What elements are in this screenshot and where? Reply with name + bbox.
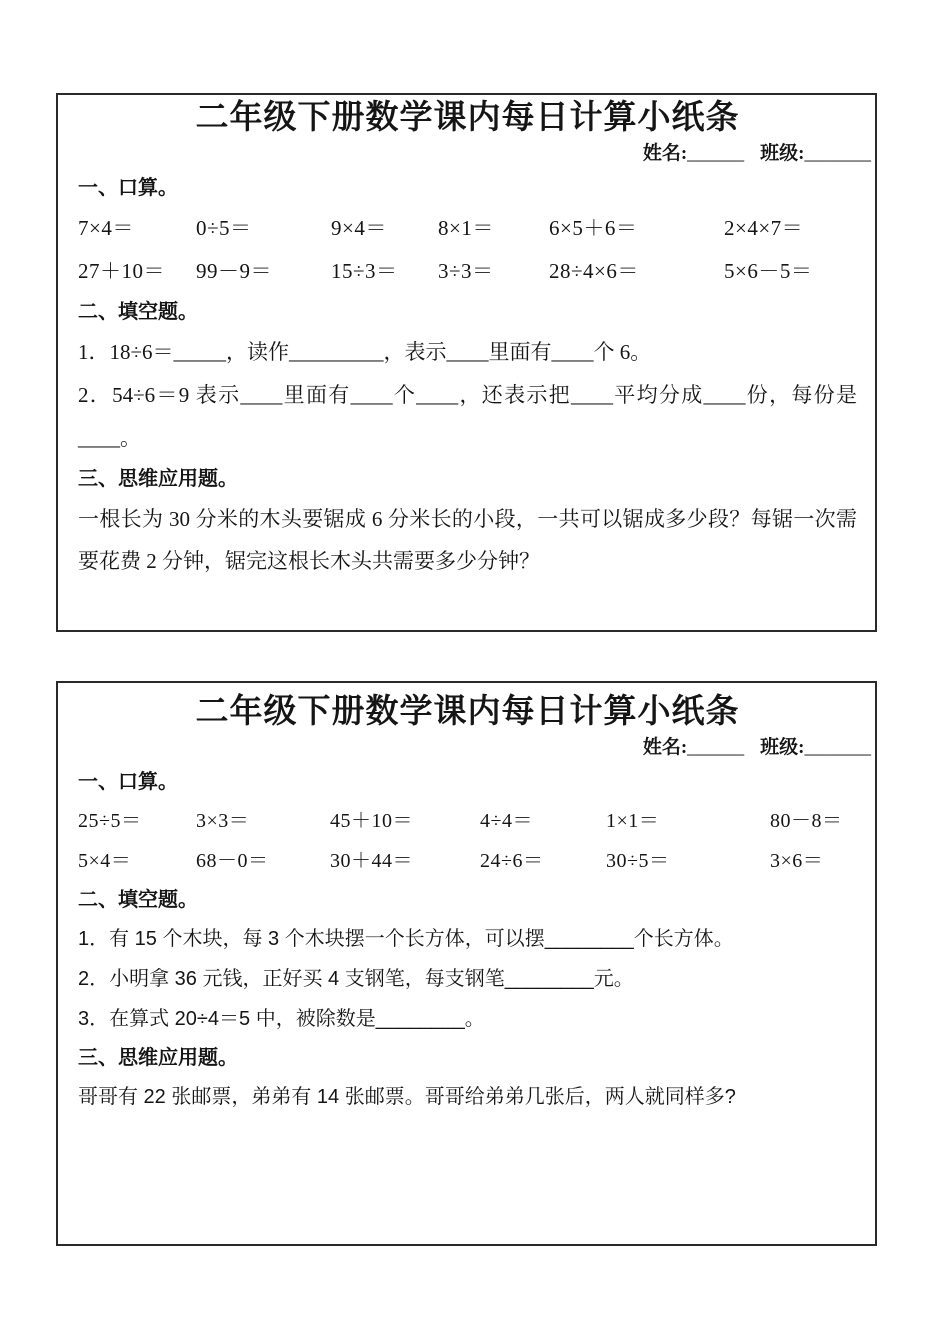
oral-problem: 3×6＝ [770,850,824,872]
oral-problem: 30÷5＝ [606,850,670,872]
student-name-blank: ______ [687,143,745,164]
class-label: 班级: [760,143,805,164]
worksheet-card-2 [56,681,877,1246]
oral-problem: 1×1＝ [606,810,660,832]
oral-problem: 2×4×7＝ [724,216,804,240]
oral-row-1 [78,207,857,250]
worksheet-title: 二年级下册数学课内每日计算小纸条 [195,100,740,136]
oral-problem: 3×3＝ [196,810,250,832]
oral-row-1 [78,801,857,841]
name-class-line [78,139,871,169]
word-problem: 哥哥有 22 张邮票，弟弟有 14 张邮票。哥哥给弟弟几张后，两人就同样多? [78,1086,736,1108]
oral-problem: 8×1＝ [438,216,494,240]
word-section-heading: 三、思维应用题。 [78,468,238,490]
name-class-line [78,733,871,763]
oral-problem: 7×4＝ [78,216,134,240]
fill-item-3: 3．在算式 20÷4＝5 中，被除数是________。 [78,1008,485,1030]
oral-problem: 6×5＋6＝ [549,216,638,240]
oral-problem: 4÷4＝ [480,810,533,832]
fill-item-1: 1．有 15 个木块，每 3 个木块摆一个长方体，可以摆________个长方体。 [78,928,734,950]
worksheet-card-1 [56,93,877,632]
worksheet-title: 二年级下册数学课内每日计算小纸条 [195,694,740,730]
oral-problem: 80－8＝ [770,810,843,832]
oral-problem: 68－0＝ [196,850,269,872]
oral-problem: 5×6－5＝ [724,259,813,283]
oral-problem: 27＋10＝ [78,259,165,283]
oral-problem: 28÷4×6＝ [549,259,639,283]
oral-problem: 15÷3＝ [331,259,398,283]
oral-problem: 24÷6＝ [480,850,544,872]
fill-section-heading: 二、填空题。 [78,301,198,323]
fill-section-heading: 二、填空题。 [78,889,198,911]
word-problem: 一根长为 30 分米的木头要锯成 6 分米长的小段，一共可以锯成多少段？每锯一次需要花费 2 分钟，锯完这根长木头共需要多少分钟？ [78,507,857,573]
fill-item-2: 2．小明拿 36 元钱，正好买 4 支钢笔，每支钢笔________元。 [78,968,634,990]
student-name-blank: ______ [687,737,745,758]
oral-problem: 0÷5＝ [196,216,252,240]
oral-row-2 [78,250,857,293]
oral-row-2 [78,841,857,881]
oral-problem: 25÷5＝ [78,810,142,832]
class-blank: _______ [804,737,871,758]
oral-problem: 9×4＝ [331,216,387,240]
oral-problem: 45＋10＝ [330,810,413,832]
student-name-label: 姓名: [642,143,688,164]
oral-section-heading: 一、口算。 [78,177,178,199]
class-blank: _______ [804,143,871,164]
fill-item-2: 2．54÷6＝9 表示____里面有____个____，还表示把____平均分成____份，每份是____。 [78,383,857,450]
oral-problem: 3÷3＝ [438,259,494,283]
fill-item-1: 1．18÷6＝_____，读作_________，表示____里面有____个 6。 [78,340,652,364]
oral-section-heading: 一、口算。 [78,771,178,793]
student-name-label: 姓名: [642,737,688,758]
word-section-heading: 三、思维应用题。 [78,1047,238,1069]
oral-problem: 5×4＝ [78,850,132,872]
class-label: 班级: [760,737,805,758]
oral-problem: 30＋44＝ [330,850,413,872]
oral-problem: 99－9＝ [196,259,272,283]
